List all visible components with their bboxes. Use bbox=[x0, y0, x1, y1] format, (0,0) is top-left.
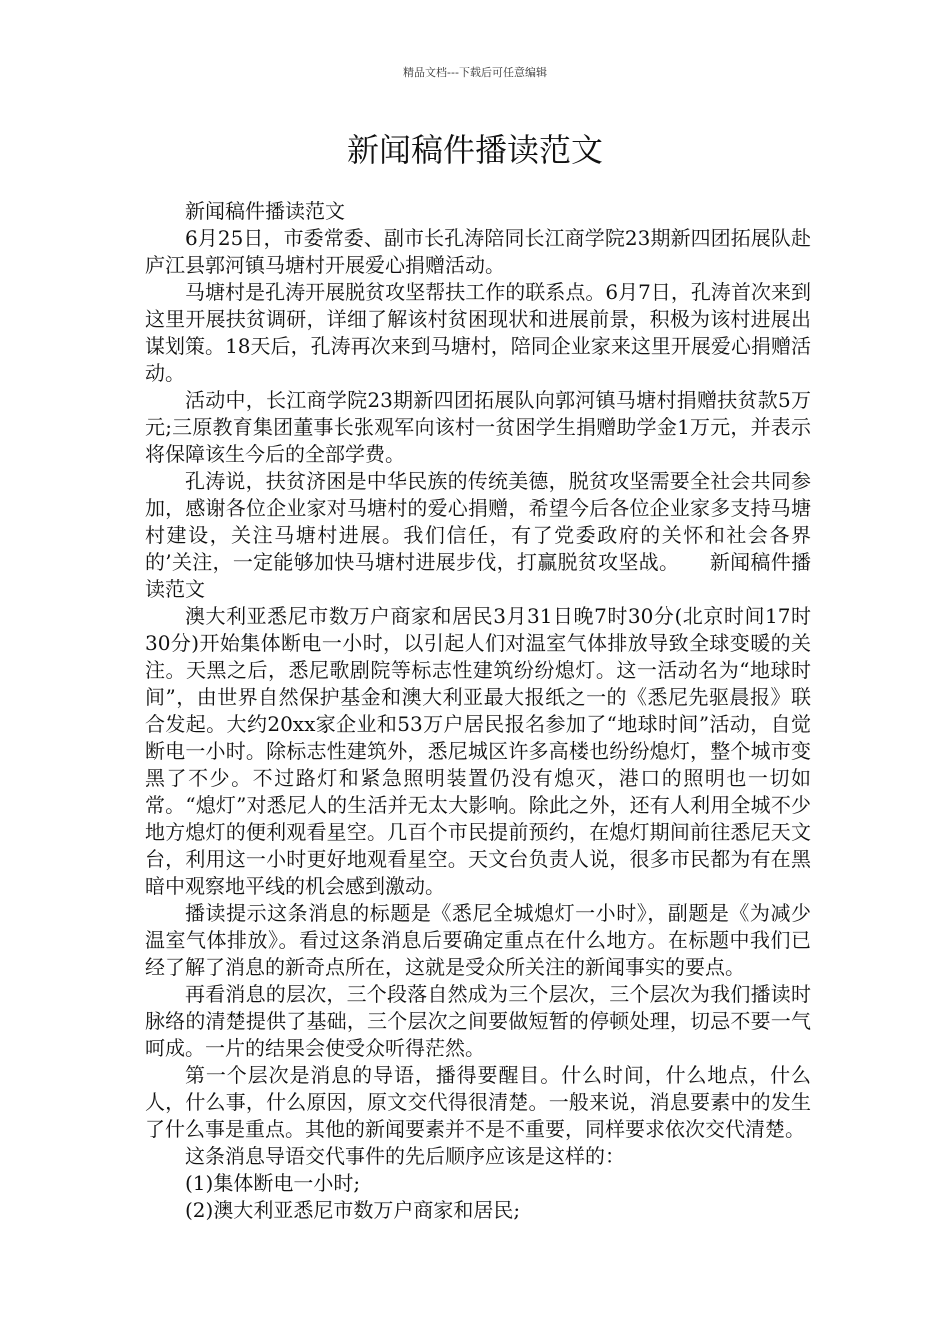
paragraph: 播读提示这条消息的标题是《悉尼全城熄灯一小时》，副题是《为减少温室气体排放》。看过这条消息后要确定重点在什么地方。在标题中我们已经了解了消息的新奇点所在，这就是受众所关注的新闻事实的要点。 bbox=[145, 901, 811, 979]
paragraph: 活动中，长江商学院23期新四团拓展队向郭河镇马塘村捐赠扶贫款5万元;三原教育集团董事长张观军向该村一贫困学生捐赠助学金1万元，并表示将保障该生今后的全部学费。 bbox=[145, 388, 811, 466]
paragraph: 这条消息导语交代事件的先后顺序应该是这样的： bbox=[185, 1144, 625, 1168]
document-title: 新闻稿件播读范文 bbox=[346, 131, 603, 169]
paragraph: (2)澳大利亚悉尼市数万户商家和居民; bbox=[185, 1198, 521, 1222]
paragraph: 澳大利亚悉尼市数万户商家和居民3月31日晚7时30分(北京时间17时30分)开始集体断电一小时，以引起人们对温室气体排放导致全球变暖的关注。天黑之后，悉尼歌剧院等标志性建筑纷纷熄灯。这一活动名为“地球时间”，由世界自然保护基金和澳大利亚最大报纸之一的《悉尼先驱晨报》联合发起。大约20xx家企业和53万户居民报名参加了“地球时间”活动，自觉断电一小时。除标志性建筑外，悉尼城区许多高楼也纷纷熄灯，整个城市变黑了不少。不过路灯和紧急照明装置仍没有熄灭，港口的照明也一切如常。“熄灯”对悉尼人的生活并无太大影响。除此之外，还有人利用全城不少地方熄灯的便利观看星空。几百个市民提前预约，在熄灯期间前往悉尼天文台，利用这一小时更好地观看星空。天文台负责人说，很多市民都为有在黑暗中观察地平线的机会感到激动。 bbox=[145, 604, 811, 898]
paragraph: 再看消息的层次，三个段落自然成为三个层次，三个层次为我们播读时脉络的清楚提供了基础，三个层次之间要做短暂的停顿处理，切忌不要一气呵成。一片的结果会使受众听得茫然。 bbox=[145, 982, 811, 1060]
paragraph: (1)集体断电一小时; bbox=[185, 1171, 361, 1195]
paragraph: 6月25日，市委常委、副市长孔涛陪同长江商学院23期新四团拓展队赴庐江县郭河镇马塘村开展爱心捐赠活动。 bbox=[145, 226, 811, 277]
header-note: 精品文档---下载后可任意编辑 bbox=[403, 66, 547, 79]
paragraph: 新闻稿件播读范文 bbox=[185, 199, 345, 223]
document-body bbox=[145, 198, 811, 1224]
paragraph: 孔涛说，扶贫济困是中华民族的传统美德，脱贫攻坚需要全社会共同参加，感谢各位企业家对马塘村的爱心捐赠，希望今后各位企业家多支持马塘村建设，关注马塘村进展。我们信任，有了党委政府的关怀和社会各界的’关注，一定能够加快马塘村进展步伐，打赢脱贫攻坚战。 新闻稿件播读范文 bbox=[145, 469, 811, 601]
paragraph: 马塘村是孔涛开展脱贫攻坚帮扶工作的联系点。6月7日，孔涛首次来到这里开展扶贫调研，详细了解该村贫困现状和进展前景，积极为该村进展出谋划策。18天后，孔涛再次来到马塘村，陪同企业家来这里开展爱心捐赠活动。 bbox=[145, 280, 811, 385]
paragraph: 第一个层次是消息的导语，播得要醒目。什么时间，什么地点，什么人，什么事，什么原因，原文交代得很清楚。一般来说，消息要素中的发生了什么事是重点。其他的新闻要素并不是不重要，同样要求依次交代清楚。 bbox=[145, 1063, 811, 1141]
